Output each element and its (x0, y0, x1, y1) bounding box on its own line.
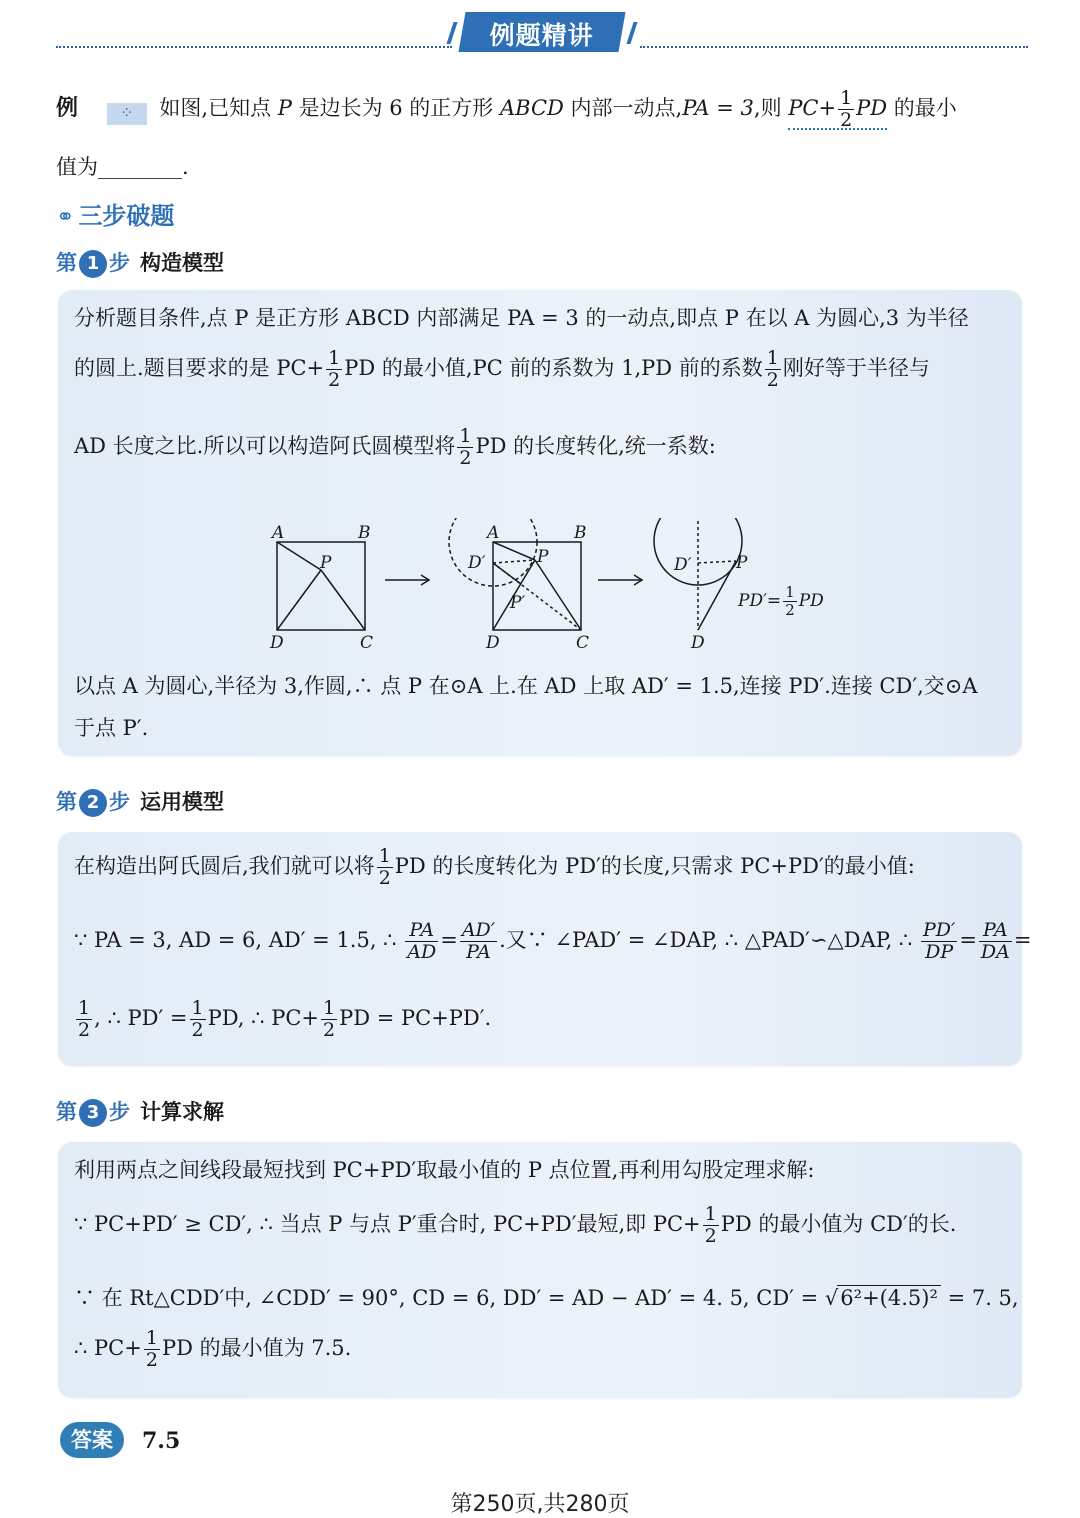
card2-frac-1-num: 1 (378, 845, 391, 867)
card1-frac-1 (326, 348, 342, 391)
card2-f3d: DP (925, 941, 954, 963)
card2-eq-2: = (959, 928, 977, 952)
step-3-card (58, 1142, 1022, 1398)
card2-frac-4-den: 2 (323, 1019, 336, 1041)
card1-frac-2 (765, 348, 781, 391)
header-tab-label: 例题精讲 (489, 21, 594, 50)
answer-badge: 答案 (60, 1422, 124, 1458)
question-abcd: ABCD (499, 96, 564, 120)
card3-frac-2-num: 1 (145, 1327, 158, 1349)
fig2-label-p: P (537, 547, 549, 567)
figure-icon: ⁘ (107, 103, 147, 125)
question-point-p: P (277, 96, 292, 120)
step-2-title: 运用模型 (140, 790, 224, 814)
card3-frac-1 (703, 1204, 719, 1247)
figure-relation-num: 1 (785, 583, 795, 601)
card2-line-3 (74, 998, 1008, 1041)
step-2-suffix: 步 (109, 790, 130, 814)
card2-frac-3 (190, 998, 206, 1041)
fig2-label-pprime: P′ (510, 593, 526, 613)
card2-l1a: 在构造出阿氏圆后,我们就可以将 (74, 854, 375, 878)
fig1-label-d: D (270, 633, 284, 653)
card1-line-3 (74, 426, 1008, 469)
card3-l4a: ∴ PC+ (74, 1336, 142, 1360)
step-1-suffix: 步 (109, 251, 130, 275)
card3-frac-1-den: 2 (704, 1225, 717, 1247)
card1-l2c: 刚好等于半径与 (782, 356, 930, 380)
arrow-2 (598, 575, 642, 585)
card2-frac-1 (377, 846, 393, 889)
card1-frac-3 (457, 426, 473, 469)
step-3-title: 计算求解 (140, 1100, 224, 1124)
card3-l4b: PD 的最小值为 7.5. (161, 1336, 352, 1360)
question-text-a: 如图,已知点 (159, 96, 278, 120)
card1-line-5: 于点 P′. (74, 716, 149, 740)
card1-l3a: AD 长度之比.所以可以构造阿氏圆模型将 (74, 434, 456, 458)
fig2-label-dprime: D′ (468, 553, 486, 573)
card1-frac-1-num: 1 (328, 347, 341, 369)
section-title (56, 196, 174, 231)
question-expression (788, 87, 888, 131)
step-1-number: 1 (79, 250, 107, 278)
card3-line-2 (74, 1204, 1008, 1247)
question-pa: PA = 3 (682, 96, 754, 120)
step-1-prefix: 第 (56, 251, 77, 275)
step-2-prefix: 第 (56, 790, 77, 814)
fig2-label-a: A (487, 523, 500, 543)
header-tab (458, 12, 625, 52)
fig3-label-d: D (691, 633, 705, 653)
figure-relation-suffix: PD (798, 591, 824, 611)
card3-frac-2-den: 2 (145, 1349, 158, 1371)
card2-l2a: ∵ PA = 3, AD = 6, AD′ = 1.5, ∴ (74, 928, 397, 952)
question-text-c: 内部一动点, (563, 96, 683, 120)
question-line-2: 值为________. (56, 155, 189, 179)
card2-frac-2 (76, 998, 92, 1041)
step-1-card (58, 290, 1022, 756)
card2-frac-adp-pa (460, 920, 497, 963)
question-text-e: 的最小 (887, 96, 957, 120)
question-text-d: ,则 (753, 96, 789, 120)
card1-frac-3-num: 1 (459, 425, 472, 447)
card2-f4d: DA (980, 941, 1010, 963)
header-accent-right (626, 22, 637, 44)
card2-f2d: PA (466, 941, 491, 963)
arrow-1 (385, 575, 429, 585)
step-3-heading (56, 1096, 224, 1127)
card2-f1d: AD (407, 941, 437, 963)
step-1-heading (56, 247, 224, 278)
card2-frac-3-den: 2 (191, 1019, 204, 1041)
fig1-label-p: P (320, 553, 332, 573)
card2-frac-4 (321, 998, 337, 1041)
card2-f3n: PD′ (922, 919, 956, 941)
figure-relation (738, 584, 824, 619)
expr-post: PD (856, 96, 888, 120)
card2-frac-2-den: 2 (78, 1019, 91, 1041)
question-label: 例 (56, 96, 79, 121)
card1-l2a: 的圆上.题目要求的是 PC+ (74, 356, 325, 380)
half-num: 1 (840, 87, 853, 109)
figure-square-2 (449, 518, 581, 630)
card2-l3c: PD = PC+PD′. (339, 1006, 492, 1030)
card2-f2n: AD′ (461, 919, 496, 941)
card3-l2a: ∵ PC+PD′ ≥ CD′, ∴ 当点 P 与点 P′重合时, PC+PD′最短,即 PC+ (74, 1212, 701, 1236)
card1-line-1: 分析题目条件,点 P 是正方形 ABCD 内部满足 PA = 3 的一动点,即点 P 在以 A 为圆心,3 为半径 (74, 306, 969, 330)
card1-l3b: PD 的长度转化,统一系数: (475, 434, 716, 458)
sqrt-sign: √ (824, 1286, 839, 1310)
card1-line-4: 以点 A 为圆心,半径为 3,作圆,∴ 点 P 在⊙A 上.在 AD 上取 AD′ = 1.5,连接 PD′.连接 CD′,交⊙A (74, 674, 978, 698)
card3-frac-1-num: 1 (704, 1203, 717, 1225)
fig3-label-p: P (736, 553, 748, 573)
card3-line-1: 利用两点之间线段最短找到 PC+PD′取最小值的 P 点位置,再利用勾股定理求解: (74, 1158, 815, 1182)
card3-l3b: = 7. 5, (947, 1286, 1019, 1310)
card3-l3a: ∵ 在 Rt△CDD′中, ∠CDD′ = 90°, CD = 6, DD′ = AD − AD′ = 4. 5, CD′ = (74, 1286, 819, 1310)
card3-line-4 (74, 1328, 1008, 1371)
card2-l1b: PD 的长度转化为 PD′的长度,只需求 PC+PD′的最小值: (394, 854, 915, 878)
figure-relation-prefix: PD′= (738, 591, 782, 611)
step-3-number: 3 (79, 1099, 107, 1127)
card2-frac-pdp-dp (921, 920, 957, 963)
figure-relation-den: 2 (785, 601, 795, 619)
card1-line-2 (74, 348, 1008, 391)
card2-frac-1-den: 2 (378, 867, 391, 889)
card2-eq-1: = (440, 928, 458, 952)
card2-frac-pa-da (979, 920, 1012, 963)
card1-frac-2-num: 1 (766, 347, 779, 369)
fig1-label-c: C (360, 633, 374, 653)
question-text-b: 是边长为 6 的正方形 (291, 96, 500, 120)
question-line-1 (56, 88, 1046, 131)
question-half (838, 88, 854, 131)
card3-l2b: PD 的最小值为 CD′的长. (720, 1212, 957, 1236)
card2-l3a: , ∴ PD′ = (94, 1006, 188, 1030)
step-3-prefix: 第 (56, 1100, 77, 1124)
figure-relation-frac (783, 584, 797, 619)
fig2-label-d: D (486, 633, 500, 653)
fig1-label-a: A (272, 523, 285, 543)
step-2-heading (56, 786, 224, 817)
expr-pre: PC+ (788, 96, 837, 120)
step-2-card (58, 832, 1032, 1066)
fig3-label-dprime: D′ (674, 555, 692, 575)
card2-line-1 (74, 846, 1008, 889)
card1-l2b: PD 的最小值,PC 前的系数为 1,PD 前的系数 (344, 356, 763, 380)
step-1-title: 构造模型 (140, 251, 224, 275)
answer-value: 7.5 (142, 1428, 181, 1454)
card2-frac-3-num: 1 (191, 997, 204, 1019)
card2-frac-2-num: 1 (78, 997, 91, 1019)
link-icon: ⚭ (56, 205, 75, 230)
card1-frac-1-den: 2 (328, 369, 341, 391)
card2-l3b: PD, ∴ PC+ (207, 1006, 319, 1030)
half-den: 2 (840, 109, 853, 131)
page-footer: 第250页,共280页 (450, 1492, 630, 1517)
fig2-label-b: B (574, 523, 587, 543)
card2-f4n: PA (979, 920, 1012, 942)
step-2-number: 2 (79, 789, 107, 817)
card3-frac-2 (144, 1328, 160, 1371)
step-3-suffix: 步 (109, 1100, 130, 1124)
fig2-label-c: C (576, 633, 590, 653)
card1-frac-2-den: 2 (766, 369, 779, 391)
card3-sqrt-body: 6²+(4.5)² (837, 1285, 941, 1310)
header-rule-right (640, 46, 1028, 48)
section-title-text: 三步破题 (78, 202, 175, 230)
card2-f1n: PA (405, 920, 438, 942)
fig1-label-b: B (358, 523, 371, 543)
figure-circle-3 (654, 518, 742, 630)
card2-line-2 (74, 919, 1032, 963)
header-accent-left (446, 22, 457, 44)
card2-frac-4-num: 1 (323, 997, 336, 1019)
card2-eq-3: = (1013, 928, 1032, 952)
card2-l2b: .又∵ ∠PAD′ = ∠DAP, ∴ △PAD′∽△DAP, ∴ (499, 928, 913, 952)
card2-frac-pa-ad (405, 920, 438, 963)
header-rule-left (56, 46, 452, 48)
card1-frac-3-den: 2 (459, 447, 472, 469)
card3-line-3 (74, 1282, 1019, 1312)
